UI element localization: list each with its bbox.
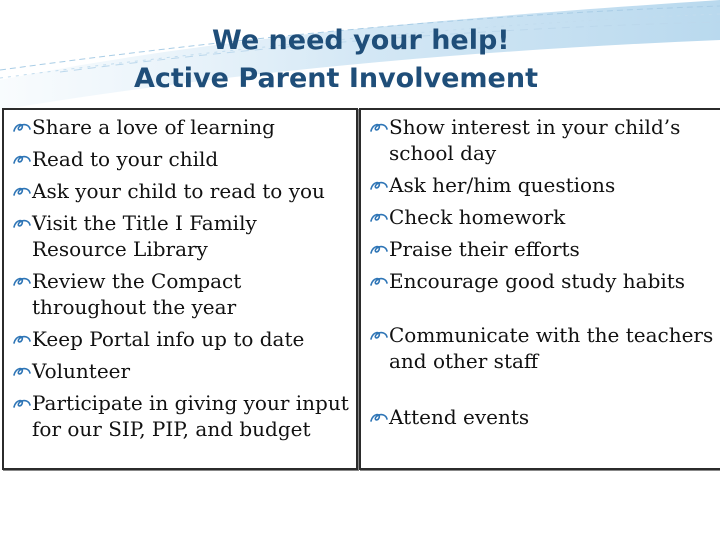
title-line-2: Active Parent Involvement	[134, 63, 538, 94]
list-item: Read to your child	[4, 146, 356, 172]
looped-curl-bullet-icon	[369, 407, 389, 427]
list-item: Review the Compact throughout the year	[4, 268, 356, 320]
left-column-panel	[2, 108, 358, 470]
looped-curl-bullet-icon	[369, 175, 389, 195]
looped-curl-bullet-icon	[12, 213, 32, 233]
list-item: Visit the Title I Family Resource Library	[4, 210, 356, 262]
looped-curl-bullet-icon	[12, 117, 32, 137]
list-item: Encourage good study habits	[361, 268, 720, 294]
page-title	[0, 22, 720, 98]
left-bullet-list	[4, 110, 356, 442]
looped-curl-bullet-icon	[369, 117, 389, 137]
looped-curl-bullet-icon	[12, 361, 32, 381]
right-column-panel	[359, 108, 720, 470]
looped-curl-bullet-icon	[12, 271, 32, 291]
looped-curl-bullet-icon	[369, 239, 389, 259]
list-item: Communicate with the teachers and other staff	[361, 322, 720, 374]
looped-curl-bullet-icon	[12, 181, 32, 201]
list-item: Show interest in your child’s school day	[361, 114, 720, 166]
looped-curl-bullet-icon	[12, 149, 32, 169]
looped-curl-bullet-icon	[12, 329, 32, 349]
list-item: Praise their efforts	[361, 236, 720, 262]
title-line-1: We need your help!	[212, 25, 510, 56]
list-item: Ask your child to read to you	[4, 178, 356, 204]
list-item: Check homework	[361, 204, 720, 230]
list-item: Keep Portal info up to date	[4, 326, 356, 352]
list-item: Attend events	[361, 404, 720, 430]
list-item: Volunteer	[4, 358, 356, 384]
looped-curl-bullet-icon	[369, 207, 389, 227]
list-item: Participate in giving your input for our SIP, PIP, and budget	[4, 390, 356, 442]
list-item: Share a love of learning	[4, 114, 356, 140]
looped-curl-bullet-icon	[369, 271, 389, 291]
right-bullet-list	[361, 110, 720, 430]
looped-curl-bullet-icon	[369, 325, 389, 345]
looped-curl-bullet-icon	[12, 393, 32, 413]
list-item: Ask her/him questions	[361, 172, 720, 198]
